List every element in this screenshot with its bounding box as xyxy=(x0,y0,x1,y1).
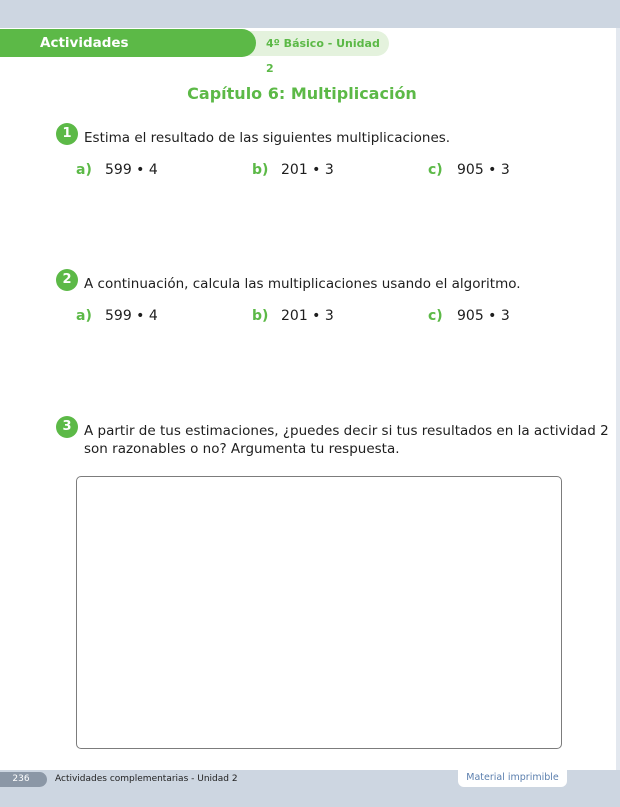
activity-2-prompt: A continuación, calcula las multiplicaciones usando el algoritmo. xyxy=(84,276,521,292)
grade-unit-pill: 4º Básico - Unidad 2 xyxy=(238,31,389,56)
activity-2-item-c xyxy=(428,308,510,324)
activity-2-item-a xyxy=(76,308,158,324)
activity-1-item-b xyxy=(252,162,334,178)
activity-2-item-b xyxy=(252,308,334,324)
activity-1-item-a xyxy=(76,162,158,178)
item-label: a) xyxy=(76,162,92,178)
item-label: a) xyxy=(76,308,92,324)
item-expression: 599 • 4 xyxy=(105,308,158,324)
activity-3-prompt-line-2: son razonables o no? Argumenta tu respuesta. xyxy=(84,441,400,457)
footer-text: Actividades complementarias - Unidad 2 xyxy=(55,774,238,784)
answer-box[interactable] xyxy=(76,476,562,749)
item-expression: 201 • 3 xyxy=(281,162,334,178)
top-band xyxy=(0,0,620,28)
activity-1-number: 1 xyxy=(56,123,78,145)
activity-2-number: 2 xyxy=(56,269,78,291)
item-expression: 599 • 4 xyxy=(105,162,158,178)
page-number: 236 xyxy=(0,772,47,787)
item-label: b) xyxy=(252,162,269,178)
page-edge xyxy=(616,28,620,773)
item-label: c) xyxy=(428,308,443,324)
item-expression: 201 • 3 xyxy=(281,308,334,324)
printable-tag: Material imprimible xyxy=(458,769,567,787)
item-label: b) xyxy=(252,308,269,324)
activity-1-item-c xyxy=(428,162,510,178)
item-expression: 905 • 3 xyxy=(457,308,510,324)
section-tab: Actividades complementarias xyxy=(0,29,256,57)
page-title: Capítulo 6: Multiplicación xyxy=(187,84,417,103)
activity-3-number: 3 xyxy=(56,416,78,438)
activity-3-prompt-line-1: A partir de tus estimaciones, ¿puedes decir si tus resultados en la actividad 2 xyxy=(84,423,609,439)
activity-1-prompt: Estima el resultado de las siguientes multiplicaciones. xyxy=(84,130,451,146)
item-label: c) xyxy=(428,162,443,178)
item-expression: 905 • 3 xyxy=(457,162,510,178)
